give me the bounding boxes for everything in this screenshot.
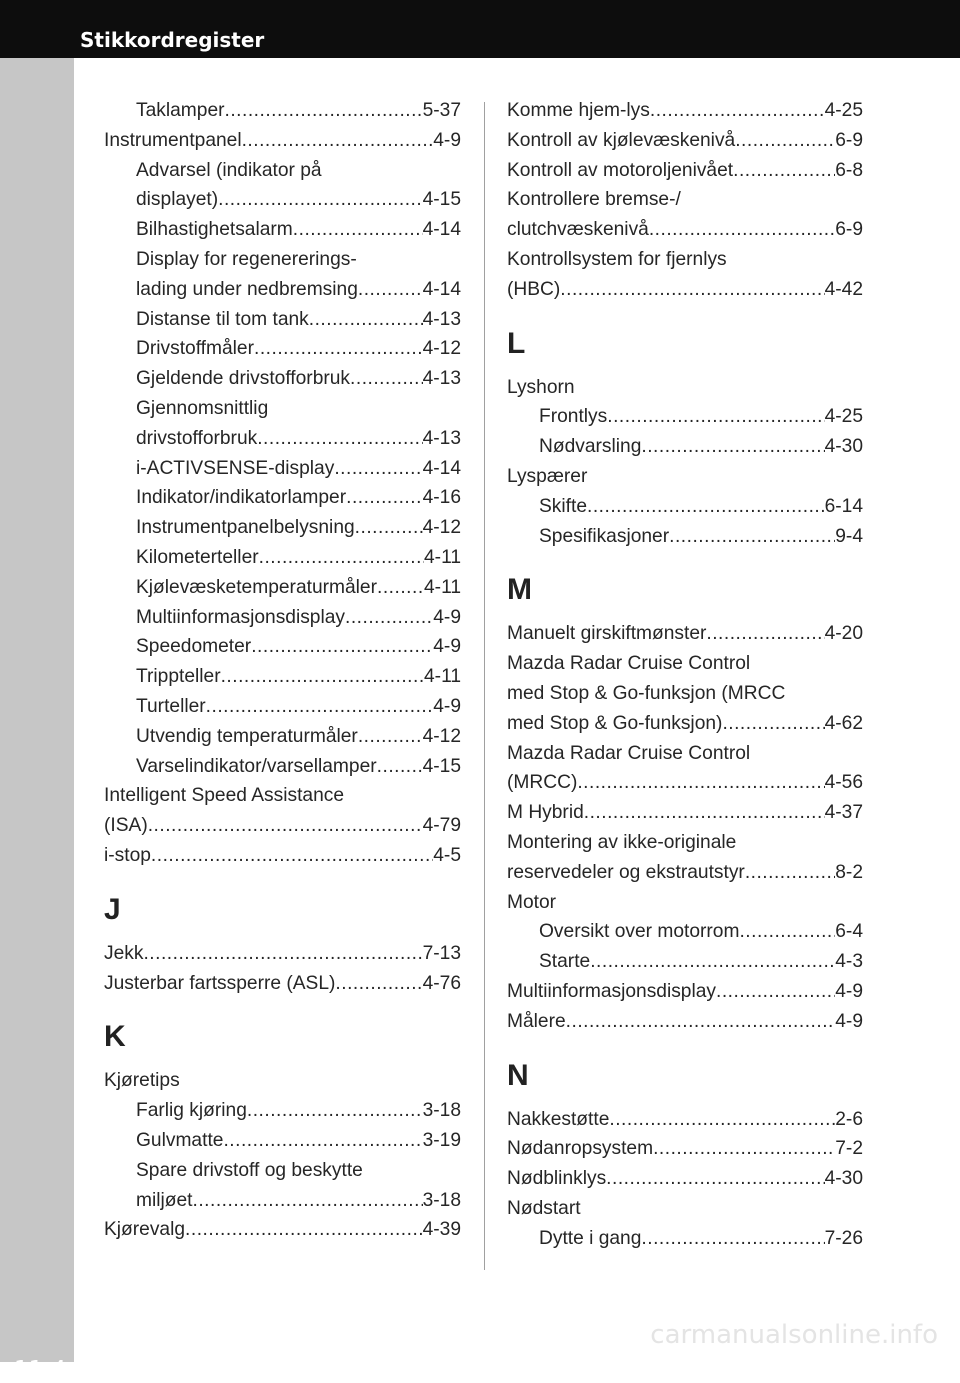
- dot-leader: [609, 1105, 835, 1135]
- index-entry-text: [507, 649, 863, 679]
- entry-label: Instrumentpanelbelysning: [136, 517, 355, 539]
- entry-label: Display for regenererings-: [136, 248, 357, 270]
- entry-label: Kjøretips: [104, 1070, 180, 1092]
- entry-label: Distanse til tom tank: [136, 308, 309, 330]
- index-entry[interactable]: [104, 483, 461, 513]
- dot-leader: [358, 722, 423, 752]
- dot-leader: [259, 543, 424, 573]
- entry-label: Jekk: [104, 942, 144, 964]
- dot-leader: [377, 573, 424, 603]
- page-reference: 4-37: [824, 802, 863, 824]
- page-reference: 4-56: [824, 772, 863, 794]
- dot-leader: [577, 768, 824, 798]
- index-entry[interactable]: [104, 939, 461, 969]
- entry-label: Nødblinklys: [507, 1168, 607, 1190]
- index-entry[interactable]: [507, 1224, 863, 1254]
- entry-label: Skifte: [539, 495, 587, 517]
- page-reference: 4-25: [824, 406, 863, 428]
- entry-label: Spare drivstoff og beskytte: [136, 1159, 363, 1181]
- index-entry[interactable]: [104, 454, 461, 484]
- page-reference: 4-12: [422, 725, 461, 747]
- column-divider: [484, 102, 485, 1270]
- dot-leader: [309, 305, 423, 335]
- entry-label: i-ACTIVSENSE-display: [136, 457, 335, 479]
- entry-label: Mazda Radar Cruise Control: [507, 653, 751, 675]
- entry-label: Kjølevæsketemperaturmåler: [136, 576, 377, 598]
- entry-label: Målere: [507, 1010, 566, 1032]
- entry-label: Gjeldende drivstofforbruk: [136, 368, 351, 390]
- index-entry[interactable]: [104, 543, 461, 573]
- index-letter-heading: N: [507, 1058, 529, 1092]
- index-entry[interactable]: [104, 1215, 461, 1245]
- index-entry[interactable]: [507, 1164, 863, 1194]
- index-entry[interactable]: [507, 96, 863, 126]
- page-reference: 6-9: [835, 129, 863, 151]
- page-reference: 4-30: [824, 436, 863, 458]
- entry-label: Komme hjem-lys: [507, 100, 650, 121]
- dot-leader: [143, 939, 422, 969]
- dot-leader: [206, 692, 434, 722]
- entry-label: Motor: [507, 891, 557, 913]
- index-entry[interactable]: [104, 364, 461, 394]
- entry-label: lading under nedbremsing: [136, 278, 358, 300]
- dot-leader: [350, 364, 423, 394]
- page-reference: 7-26: [824, 1227, 863, 1249]
- entry-label: drivstofforbruk: [136, 427, 258, 449]
- dot-leader: [185, 1215, 423, 1245]
- entry-label: Bilhastighetsalarm: [136, 219, 293, 241]
- page-reference: 4-30: [824, 1168, 863, 1190]
- dot-leader: [251, 632, 433, 662]
- entry-label: (ISA): [104, 815, 148, 837]
- page-reference: 4-76: [422, 972, 461, 994]
- index-entry-text: [104, 1066, 461, 1096]
- index-entry[interactable]: [104, 662, 461, 692]
- page-reference: 6-9: [835, 219, 863, 241]
- index-entry[interactable]: [104, 424, 461, 454]
- entry-label: Multiinformasjonsdisplay: [136, 606, 346, 628]
- index-entry[interactable]: [104, 1186, 461, 1216]
- index-entry[interactable]: [507, 947, 863, 977]
- entry-label: Kontrollsystem for fjernlys: [507, 248, 727, 270]
- entry-label: Indikator/indikatorlamper: [136, 487, 347, 509]
- dot-leader: [706, 619, 824, 649]
- dot-leader: [148, 811, 423, 841]
- index-entry[interactable]: [104, 1096, 461, 1126]
- page-reference: 4-11: [424, 666, 461, 688]
- index-entry[interactable]: [507, 977, 863, 1007]
- dot-leader: [254, 334, 423, 364]
- page-reference: 4-15: [422, 189, 461, 211]
- entry-label: Kontroll av kjølevæskenivå: [507, 129, 736, 151]
- page-reference: 4-13: [422, 427, 461, 449]
- entry-label: Multiinformasjonsdisplay: [507, 980, 717, 1002]
- dot-leader: [247, 1096, 423, 1126]
- page-number: 11-4: [14, 1357, 67, 1383]
- entry-label: Oversikt over motorrom: [539, 921, 740, 943]
- index-entry-text: [507, 245, 863, 275]
- entry-label: miljøet: [136, 1189, 193, 1211]
- index-entry[interactable]: [507, 126, 863, 156]
- index-entry[interactable]: [104, 603, 461, 633]
- page-reference: 4-11: [424, 546, 461, 568]
- index-entry[interactable]: [104, 275, 461, 305]
- dot-leader: [242, 126, 434, 156]
- index-entry[interactable]: [507, 619, 863, 649]
- entry-label: Kilometerteller: [136, 546, 259, 568]
- entry-label: Turteller: [136, 695, 206, 717]
- page-reference: 4-15: [422, 755, 461, 777]
- index-entry-text: [507, 1194, 863, 1224]
- page-header: [0, 0, 960, 58]
- dot-leader: [641, 1224, 824, 1254]
- index-entry[interactable]: [104, 722, 461, 752]
- index-entry[interactable]: [104, 215, 461, 245]
- dot-leader: [221, 662, 424, 692]
- dot-leader: [735, 126, 835, 156]
- page-reference: 4-5: [433, 844, 461, 866]
- page-reference: 4-9: [433, 636, 461, 658]
- page-reference: 3-19: [422, 1129, 461, 1151]
- index-entry[interactable]: [104, 632, 461, 662]
- entry-label: Taklamper: [136, 100, 225, 121]
- page-reference: 6-4: [835, 921, 863, 943]
- page-reference: 4-25: [824, 100, 863, 121]
- dot-leader: [218, 185, 422, 215]
- page-reference: 4-16: [422, 487, 461, 509]
- index-entry[interactable]: [104, 811, 461, 841]
- dot-leader: [584, 798, 825, 828]
- index-entry[interactable]: [104, 1126, 461, 1156]
- dot-leader: [193, 1186, 423, 1216]
- entry-label: Dytte i gang: [539, 1227, 642, 1249]
- index-column-right: [507, 96, 863, 1254]
- entry-label: Mazda Radar Cruise Control: [507, 742, 751, 764]
- index-entry-text: [104, 1156, 461, 1186]
- entry-label: Justerbar fartssperre (ASL): [104, 972, 336, 994]
- entry-label: reservedeler og ekstrautstyr: [507, 861, 745, 883]
- page-reference: 4-42: [824, 278, 863, 300]
- entry-label: Trippteller: [136, 666, 221, 688]
- index-letter-heading: L: [507, 326, 526, 360]
- index-entry-text: [104, 394, 461, 424]
- entry-label: Instrumentpanel: [104, 129, 242, 151]
- index-entry-text: [507, 462, 863, 492]
- page-reference: 4-9: [835, 980, 863, 1002]
- entry-label: Farlig kjøring: [136, 1100, 247, 1122]
- dot-leader: [334, 454, 422, 484]
- dot-leader: [355, 513, 423, 543]
- index-entry[interactable]: [507, 858, 863, 888]
- page-reference: 2-6: [835, 1108, 863, 1130]
- entry-label: Starte: [539, 951, 591, 973]
- index-entry-text: [507, 679, 863, 709]
- page-reference: 4-39: [422, 1219, 461, 1241]
- index-entry[interactable]: [104, 841, 461, 871]
- dot-leader: [345, 603, 433, 633]
- index-entry[interactable]: [104, 752, 461, 782]
- page-reference: 4-79: [422, 815, 461, 837]
- entry-label: Intelligent Speed Assistance: [104, 785, 345, 807]
- side-tab: [0, 58, 74, 1383]
- page-reference: 3-18: [422, 1100, 461, 1122]
- index-entry[interactable]: [507, 275, 863, 305]
- entry-label: Nødstart: [507, 1197, 581, 1219]
- entry-label: Frontlys: [539, 406, 608, 428]
- dot-leader: [377, 752, 423, 782]
- page-reference: 6-8: [835, 159, 863, 181]
- page-reference: 8-2: [835, 861, 863, 883]
- index-entry[interactable]: [104, 185, 461, 215]
- index-entry[interactable]: [104, 96, 461, 126]
- dot-leader: [606, 1164, 824, 1194]
- entry-label: i-stop: [104, 844, 151, 866]
- index-entry-text: [104, 156, 461, 186]
- dot-leader: [590, 947, 835, 977]
- page-reference: 4-9: [433, 606, 461, 628]
- entry-label: Lyspærer: [507, 465, 588, 487]
- entry-label: Nødvarsling: [539, 436, 642, 458]
- page-reference: 4-13: [422, 368, 461, 390]
- index-entry[interactable]: [104, 573, 461, 603]
- page-reference: 4-9: [835, 1010, 863, 1032]
- index-entry[interactable]: [104, 334, 461, 364]
- index-entry[interactable]: [507, 492, 863, 522]
- index-entry[interactable]: [507, 709, 863, 739]
- page-reference: 7-13: [422, 942, 461, 964]
- entry-label: Kontroll av motoroljenivået: [507, 159, 734, 181]
- entry-label: clutchvæskenivå: [507, 219, 649, 241]
- index-entry[interactable]: [507, 156, 863, 186]
- watermark: carmanualsonline.info: [650, 1320, 938, 1350]
- index-entry[interactable]: [104, 513, 461, 543]
- index-entry[interactable]: [507, 215, 863, 245]
- index-entry[interactable]: [507, 1007, 863, 1037]
- dot-leader: [641, 432, 824, 462]
- index-entry-text: [507, 185, 863, 215]
- entry-label: Gjennomsnittlig: [136, 397, 269, 419]
- entry-label: med Stop & Go-funksjon): [507, 712, 723, 734]
- index-entry-text: [104, 781, 461, 811]
- page-reference: 4-12: [422, 338, 461, 360]
- index-entry[interactable]: [507, 522, 863, 552]
- dot-leader: [587, 492, 825, 522]
- dot-leader: [223, 1126, 422, 1156]
- index-entry[interactable]: [507, 1134, 863, 1164]
- entry-label: (HBC): [507, 278, 561, 300]
- entry-label: Kontrollere bremse-/: [507, 189, 681, 211]
- page-reference: 6-14: [824, 495, 863, 517]
- entry-label: Speedometer: [136, 636, 252, 658]
- index-entry-text: [507, 373, 863, 403]
- page-reference: 9-4: [835, 525, 863, 547]
- page-reference: 4-14: [422, 278, 461, 300]
- dot-leader: [151, 841, 433, 871]
- dot-leader: [358, 275, 423, 305]
- page-reference: 4-14: [422, 219, 461, 241]
- page-reference: 7-2: [835, 1138, 863, 1160]
- entry-label: Gulvmatte: [136, 1129, 224, 1151]
- index-entry[interactable]: [507, 798, 863, 828]
- entry-label: Drivstoffmåler: [136, 338, 254, 360]
- index-entry[interactable]: [507, 768, 863, 798]
- index-entry-text: [507, 888, 863, 918]
- entry-label: Spesifikasjoner: [539, 525, 670, 547]
- index-entry-text: [104, 245, 461, 275]
- index-letter-heading: K: [104, 1020, 126, 1054]
- index-letter-heading: J: [104, 892, 121, 926]
- index-entry-text: [507, 828, 863, 858]
- dot-leader: [739, 917, 835, 947]
- page-reference: 4-13: [422, 308, 461, 330]
- entry-label: Montering av ikke-originale: [507, 831, 737, 853]
- index-letter-heading: M: [507, 573, 532, 607]
- page-reference: 4-9: [433, 129, 461, 151]
- dot-leader: [650, 96, 825, 126]
- index-entry[interactable]: [104, 305, 461, 335]
- index-entry[interactable]: [104, 126, 461, 156]
- entry-label: Lyshorn: [507, 376, 575, 398]
- entry-label: displayet): [136, 189, 219, 211]
- page-reference: 4-20: [824, 623, 863, 645]
- entry-label: Utvendig temperaturmåler: [136, 725, 358, 747]
- index-entry[interactable]: [507, 402, 863, 432]
- dot-leader: [653, 1134, 835, 1164]
- dot-leader: [566, 1007, 836, 1037]
- entry-label: Nødanropsystem: [507, 1138, 654, 1160]
- page-reference: 4-12: [422, 517, 461, 539]
- dot-leader: [733, 156, 835, 186]
- index-entry[interactable]: [507, 432, 863, 462]
- page-reference: 4-11: [424, 576, 461, 598]
- entry-label: (MRCC): [507, 772, 578, 794]
- index-entry-text: [507, 739, 863, 769]
- entry-label: Manuelt girskiftmønster: [507, 623, 707, 645]
- index-entry[interactable]: [104, 969, 461, 999]
- dot-leader: [607, 402, 824, 432]
- page-reference: 5-37: [422, 100, 461, 121]
- dot-leader: [335, 969, 422, 999]
- page-reference: 4-62: [824, 712, 863, 734]
- page-reference: 4-14: [422, 457, 461, 479]
- entry-label: M Hybrid: [507, 802, 584, 824]
- entry-label: Kjørevalg: [104, 1219, 186, 1241]
- dot-leader: [257, 424, 422, 454]
- entry-label: med Stop & Go-funksjon (MRCC: [507, 682, 786, 704]
- entry-label: Nakkestøtte: [507, 1108, 610, 1130]
- page-reference: 4-3: [835, 951, 863, 973]
- section-title: Stikkordregister: [80, 28, 265, 52]
- dot-leader: [346, 483, 422, 513]
- dot-leader: [669, 522, 835, 552]
- index-entry[interactable]: [507, 917, 863, 947]
- entry-label: Varselindikator/varsellamper: [136, 755, 377, 777]
- dot-leader: [722, 709, 824, 739]
- index-entry[interactable]: [507, 1105, 863, 1135]
- dot-leader: [649, 215, 835, 245]
- dot-leader: [225, 96, 423, 126]
- page-reference: 3-18: [422, 1189, 461, 1211]
- index-column-left: [104, 96, 461, 1245]
- dot-leader: [716, 977, 835, 1007]
- page-reference: 4-9: [433, 695, 461, 717]
- dot-leader: [293, 215, 423, 245]
- dot-leader: [560, 275, 824, 305]
- index-entry[interactable]: [104, 692, 461, 722]
- entry-label: Advarsel (indikator på: [136, 159, 322, 181]
- dot-leader: [745, 858, 835, 888]
